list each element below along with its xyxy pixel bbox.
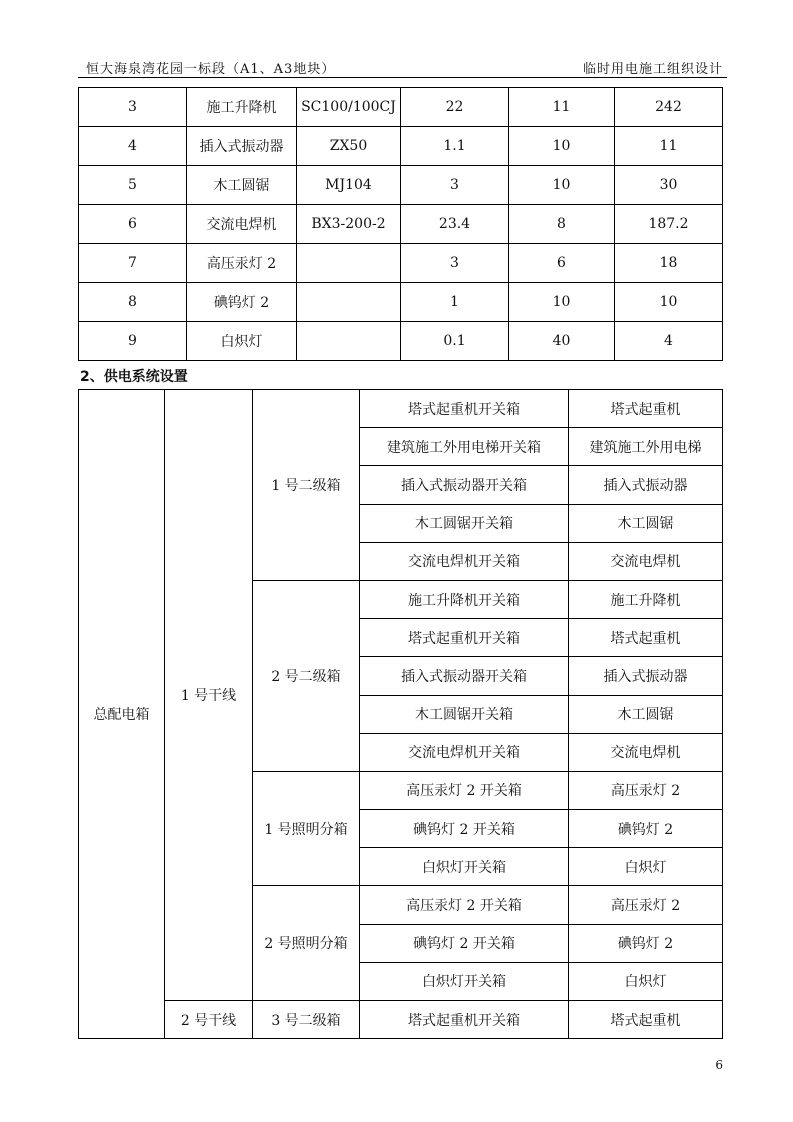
equipment: 交流电焊机 [569, 542, 723, 580]
switch-box: 施工升降机开关箱 [360, 580, 569, 618]
model: SC100/100CJ [297, 88, 401, 127]
row-number: 8 [79, 283, 187, 322]
switch-box: 建筑施工外用电梯开关箱 [360, 428, 569, 466]
switch-box: 白炽灯开关箱 [360, 848, 569, 886]
switch-box: 塔式起重机开关箱 [360, 1001, 569, 1039]
switch-box: 白炽灯开关箱 [360, 962, 569, 1000]
switch-box: 塔式起重机开关箱 [360, 619, 569, 657]
model: MJ104 [297, 166, 401, 205]
section-title: 2、供电系统设置 [80, 369, 188, 385]
power-kw: 23.4 [401, 205, 509, 244]
table-row [79, 205, 723, 244]
distribution-box: 1 号二级箱 [253, 390, 360, 581]
table-row [79, 322, 723, 361]
model [297, 244, 401, 283]
equipment-table [78, 87, 723, 361]
equipment: 高压汞灯 2 [569, 771, 723, 809]
equipment-name: 高压汞灯 2 [187, 244, 297, 283]
total-power: 18 [615, 244, 723, 283]
equipment-name: 木工圆锯 [187, 166, 297, 205]
equipment: 碘钨灯 2 [569, 924, 723, 962]
power-kw: 1 [401, 283, 509, 322]
equipment: 交流电焊机 [569, 733, 723, 771]
quantity: 10 [509, 283, 615, 322]
equipment: 白炽灯 [569, 962, 723, 1000]
switch-box: 木工圆锯开关箱 [360, 695, 569, 733]
total-power: 4 [615, 322, 723, 361]
trunk-line: 1 号干线 [165, 390, 253, 1001]
model: BX3-200-2 [297, 205, 401, 244]
equipment-name: 碘钨灯 2 [187, 283, 297, 322]
table-row [79, 244, 723, 283]
equipment: 木工圆锯 [569, 695, 723, 733]
total-power: 30 [615, 166, 723, 205]
model [297, 322, 401, 361]
main-distribution-box: 总配电箱 [79, 390, 165, 1039]
equipment-name: 交流电焊机 [187, 205, 297, 244]
total-power: 10 [615, 283, 723, 322]
distribution-box: 3 号二级箱 [253, 1001, 360, 1039]
equipment: 碘钨灯 2 [569, 810, 723, 848]
table-row [79, 127, 723, 166]
switch-box: 交流电焊机开关箱 [360, 733, 569, 771]
row-number: 9 [79, 322, 187, 361]
table-row [79, 1001, 723, 1039]
quantity: 11 [509, 88, 615, 127]
switch-box: 插入式振动器开关箱 [360, 657, 569, 695]
header-document-title: 临时用电施工组织设计 [582, 62, 723, 77]
row-number: 6 [79, 205, 187, 244]
distribution-box: 2 号二级箱 [253, 580, 360, 771]
quantity: 10 [509, 127, 615, 166]
quantity: 10 [509, 166, 615, 205]
total-power: 242 [615, 88, 723, 127]
row-number: 7 [79, 244, 187, 283]
header-project-title: 恒大海泉湾花园一标段（A1、A3地块） [86, 62, 336, 77]
trunk-line: 2 号干线 [165, 1001, 253, 1039]
total-power: 187.2 [615, 205, 723, 244]
header-divider [78, 77, 727, 78]
quantity: 6 [509, 244, 615, 283]
equipment: 木工圆锯 [569, 504, 723, 542]
equipment-name: 白炽灯 [187, 322, 297, 361]
power-kw: 1.1 [401, 127, 509, 166]
equipment: 插入式振动器 [569, 657, 723, 695]
switch-box: 高压汞灯 2 开关箱 [360, 771, 569, 809]
switch-box: 交流电焊机开关箱 [360, 542, 569, 580]
model: ZX50 [297, 127, 401, 166]
switch-box: 木工圆锯开关箱 [360, 504, 569, 542]
equipment-name: 施工升降机 [187, 88, 297, 127]
equipment: 白炽灯 [569, 848, 723, 886]
power-kw: 22 [401, 88, 509, 127]
model [297, 283, 401, 322]
equipment: 高压汞灯 2 [569, 886, 723, 924]
switch-box: 插入式振动器开关箱 [360, 466, 569, 504]
power-supply-system-table [78, 389, 723, 1039]
row-number: 3 [79, 88, 187, 127]
table-row [79, 390, 723, 428]
row-number: 4 [79, 127, 187, 166]
quantity: 8 [509, 205, 615, 244]
equipment-name: 插入式振动器 [187, 127, 297, 166]
equipment: 塔式起重机 [569, 390, 723, 428]
row-number: 5 [79, 166, 187, 205]
equipment: 塔式起重机 [569, 619, 723, 657]
power-kw: 3 [401, 244, 509, 283]
switch-box: 塔式起重机开关箱 [360, 390, 569, 428]
equipment: 施工升降机 [569, 580, 723, 618]
page-number: 6 [715, 1058, 723, 1072]
quantity: 40 [509, 322, 615, 361]
power-kw: 3 [401, 166, 509, 205]
distribution-box: 2 号照明分箱 [253, 886, 360, 1001]
total-power: 11 [615, 127, 723, 166]
switch-box: 高压汞灯 2 开关箱 [360, 886, 569, 924]
switch-box: 碘钨灯 2 开关箱 [360, 810, 569, 848]
equipment: 插入式振动器 [569, 466, 723, 504]
equipment: 建筑施工外用电梯 [569, 428, 723, 466]
switch-box: 碘钨灯 2 开关箱 [360, 924, 569, 962]
distribution-box: 1 号照明分箱 [253, 771, 360, 886]
power-kw: 0.1 [401, 322, 509, 361]
equipment: 塔式起重机 [569, 1001, 723, 1039]
table-row [79, 88, 723, 127]
table-row [79, 283, 723, 322]
table-row [79, 166, 723, 205]
